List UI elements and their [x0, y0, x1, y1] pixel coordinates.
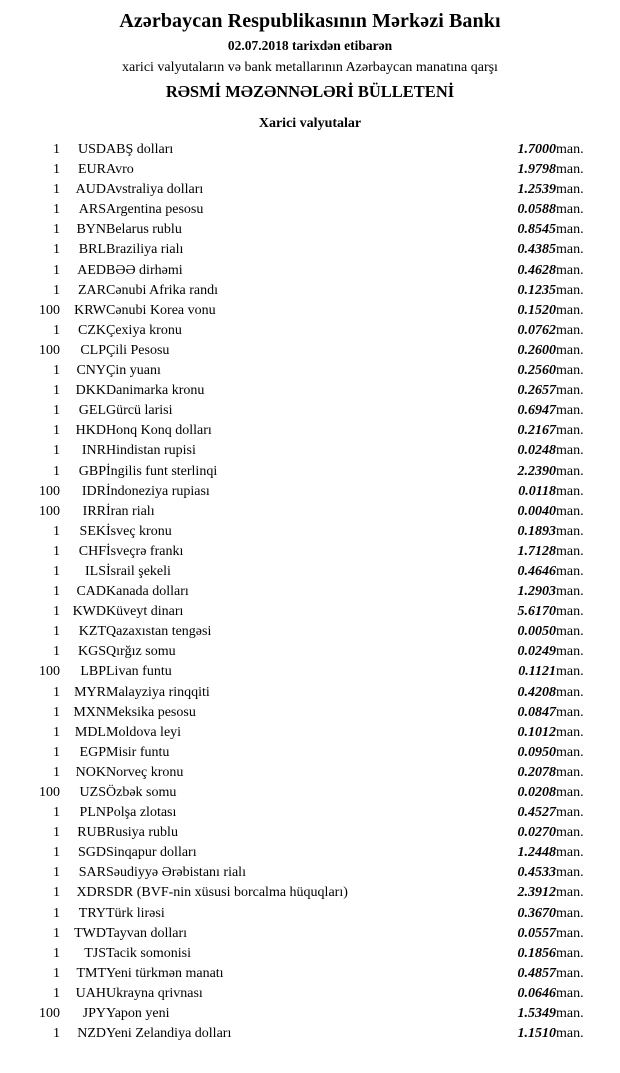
currency-name: Argentina pesosu — [106, 202, 204, 218]
currency-name: İran rialı — [106, 503, 155, 519]
currency-units: 100 — [39, 342, 60, 358]
currency-unit-label: man. — [556, 684, 584, 700]
table-row — [18, 361, 602, 381]
currency-name: Sinqapur dolları — [106, 845, 197, 861]
currency-units: 1 — [53, 704, 60, 720]
currency-name: Hindistan rupisi — [106, 443, 196, 459]
currency-name: İsveçrə frankı — [106, 543, 184, 559]
currency-code: CZK — [78, 322, 106, 338]
currency-unit-label: man. — [556, 342, 584, 358]
currency-unit-label: man. — [556, 523, 584, 539]
currency-name: Avro — [106, 162, 134, 178]
table-row — [18, 261, 602, 281]
currency-code: KWD — [72, 604, 106, 620]
currency-name: Livan funtu — [106, 664, 172, 680]
exchange-rates-body — [18, 140, 602, 1044]
currency-units: 1 — [53, 383, 60, 399]
table-row — [18, 421, 602, 441]
currency-name: Polşa zlotası — [106, 805, 177, 821]
currency-code: CLP — [80, 342, 106, 358]
currency-rate: 0.2657 — [517, 383, 556, 399]
currency-code: UAH — [75, 985, 106, 1001]
currency-name: Misir funtu — [106, 744, 170, 760]
currency-name: ABŞ dolları — [106, 142, 174, 157]
currency-code: NZD — [77, 1026, 106, 1042]
currency-units: 1 — [53, 805, 60, 821]
currency-code: AED — [77, 262, 106, 278]
currency-units: 1 — [53, 262, 60, 278]
currency-name: Kanada dolları — [106, 584, 189, 600]
document-subtitle: xarici valyutaların və bank metallarının Azərbaycan manatına qarşı — [122, 60, 498, 75]
currency-unit-label: man. — [556, 785, 584, 800]
table-row — [18, 341, 602, 361]
currency-units: 1 — [53, 182, 60, 198]
currency-units: 1 — [53, 363, 60, 379]
currency-unit-label: man. — [556, 925, 584, 941]
bulletin-title: RƏSMİ MƏZƏNNƏLƏRİ BÜLLETENİ — [165, 82, 455, 101]
currency-name: İndoneziya rupiası — [106, 483, 210, 499]
currency-unit-label: man. — [556, 363, 584, 379]
currency-name: Çexiya kronu — [106, 322, 182, 338]
currency-rate: 0.0646 — [517, 985, 556, 1001]
currency-code: KGS — [77, 644, 106, 660]
table-row — [18, 160, 602, 180]
currency-unit-label: man. — [556, 1006, 584, 1022]
currency-rate: 0.2167 — [517, 423, 556, 439]
currency-code: INR — [81, 443, 106, 459]
currency-code: TMT — [76, 965, 106, 981]
currency-code: PLN — [79, 805, 106, 821]
table-row — [18, 522, 602, 542]
currency-rate: 0.1012 — [517, 724, 556, 740]
currency-unit-label: man. — [556, 584, 584, 600]
currency-unit-label: man. — [556, 242, 584, 258]
currency-name: Ukrayna qrivnası — [106, 985, 203, 1001]
table-row — [18, 240, 602, 260]
currency-units: 1 — [53, 825, 60, 841]
currency-unit-label: man. — [556, 604, 584, 620]
currency-unit-label: man. — [556, 463, 584, 479]
currency-name: Cənubi Korea vonu — [106, 302, 216, 318]
table-row — [18, 542, 602, 562]
table-row — [18, 622, 602, 642]
currency-unit-label: man. — [556, 825, 584, 841]
currency-code: HKD — [75, 423, 106, 439]
currency-code: DKK — [75, 383, 106, 399]
currency-unit-label: man. — [556, 182, 584, 198]
currency-rate: 0.2078 — [517, 764, 556, 780]
currency-code: ILS — [85, 563, 106, 579]
currency-unit-label: man. — [556, 282, 584, 298]
currency-units: 1 — [53, 322, 60, 338]
currency-units: 1 — [53, 1026, 60, 1042]
table-row — [18, 904, 602, 924]
currency-unit-label: man. — [556, 483, 584, 499]
currency-code: XDR — [76, 885, 106, 901]
currency-rate: 0.0557 — [517, 925, 556, 941]
currency-name: Çili Pesosu — [106, 342, 170, 358]
currency-rate: 0.0208 — [517, 785, 556, 800]
currency-rate: 0.0950 — [517, 744, 556, 760]
table-row — [18, 763, 602, 783]
currency-rate: 0.0118 — [518, 483, 556, 499]
currency-code: NOK — [75, 764, 106, 780]
currency-rate: 0.0249 — [517, 644, 556, 660]
table-row — [18, 723, 602, 743]
currency-rate: 1.5349 — [517, 1006, 556, 1022]
currency-units: 1 — [53, 523, 60, 539]
currency-units: 1 — [53, 202, 60, 218]
currency-units: 100 — [39, 302, 60, 318]
currency-name: Gürcü larisi — [106, 403, 173, 419]
currency-name: Norveç kronu — [106, 764, 184, 780]
currency-units: 1 — [53, 624, 60, 640]
currency-code: BRL — [78, 242, 106, 258]
currency-unit-label: man. — [556, 845, 584, 861]
currency-code: SEK — [79, 523, 106, 539]
currency-unit-label: man. — [556, 443, 584, 459]
currency-rate: 1.2903 — [517, 584, 556, 600]
currency-code: GEL — [78, 403, 106, 419]
currency-name: Yeni türkmən manatı — [106, 965, 224, 981]
table-row — [18, 984, 602, 1004]
currency-rate: 0.0050 — [517, 624, 556, 640]
table-row — [18, 301, 602, 321]
currency-unit-label: man. — [556, 704, 584, 720]
currency-units: 1 — [53, 222, 60, 238]
table-row — [18, 502, 602, 522]
currency-units: 1 — [53, 543, 60, 559]
currency-name: Qazaxıstan tengəsi — [106, 624, 212, 640]
table-row — [18, 662, 602, 682]
currency-rate: 0.4646 — [517, 563, 556, 579]
currency-units: 1 — [53, 764, 60, 780]
currency-name: Səudiyyə Ərəbistanı rialı — [106, 865, 246, 881]
currency-units: 100 — [39, 785, 60, 800]
table-row — [18, 462, 602, 482]
table-row — [18, 220, 602, 240]
currency-unit-label: man. — [556, 262, 584, 278]
currency-rate: 1.7128 — [517, 543, 556, 559]
currency-rate: 0.1235 — [517, 282, 556, 298]
currency-unit-label: man. — [556, 322, 584, 338]
currency-units: 1 — [53, 242, 60, 258]
currency-units: 1 — [53, 925, 60, 941]
currency-rate: 0.1893 — [517, 523, 556, 539]
currency-code: CHF — [78, 543, 106, 559]
currency-rate: 0.2600 — [517, 342, 556, 358]
document-header — [18, 10, 602, 102]
currency-name: Belarus rublu — [106, 222, 182, 238]
currency-unit-label: man. — [556, 403, 584, 419]
currency-unit-label: man. — [556, 865, 584, 881]
currency-units: 1 — [53, 865, 60, 881]
currency-unit-label: man. — [556, 302, 584, 318]
currency-units: 1 — [53, 905, 60, 921]
table-row — [18, 823, 602, 843]
table-row — [18, 1004, 602, 1024]
currency-rate: 0.0762 — [517, 322, 556, 338]
table-row — [18, 863, 602, 883]
table-row — [18, 562, 602, 582]
currency-code: KZT — [78, 624, 106, 640]
currency-rate: 0.8545 — [517, 222, 556, 238]
currency-rate: 1.7000 — [517, 142, 556, 157]
currency-unit-label: man. — [556, 503, 584, 519]
currency-rate: 0.4857 — [517, 965, 556, 981]
currency-units: 1 — [53, 463, 60, 479]
currency-code: EUR — [78, 162, 106, 178]
currency-units: 1 — [53, 885, 60, 901]
currency-rate: 0.0270 — [517, 825, 556, 841]
currency-code: BYN — [76, 222, 106, 238]
currency-name: Cənubi Afrika randı — [106, 282, 218, 298]
currency-name: SDR (BVF-nin xüsusi borcalma hüquqları) — [106, 885, 348, 901]
currency-code: JPY — [82, 1006, 106, 1022]
section-title-foreign-currencies: Xarici valyutalar — [258, 116, 362, 131]
currency-name: İngilis funt sterlinqi — [106, 463, 218, 479]
currency-name: İsveç kronu — [106, 523, 172, 539]
currency-unit-label: man. — [556, 142, 584, 157]
currency-rate: 0.4533 — [517, 865, 556, 881]
table-row — [18, 743, 602, 763]
currency-name: Tayvan dolları — [106, 925, 188, 941]
currency-code: SAR — [78, 865, 106, 881]
currency-name: BƏƏ dirhəmi — [106, 262, 183, 278]
effective-date-line: 02.07.2018 tarixdən etibarən — [227, 38, 393, 53]
table-row — [18, 602, 602, 622]
table-row — [18, 321, 602, 341]
table-row — [18, 944, 602, 964]
currency-code: EGP — [79, 744, 106, 760]
currency-unit-label: man. — [556, 805, 584, 821]
table-row — [18, 642, 602, 662]
currency-rate: 0.1520 — [517, 302, 556, 318]
currency-units: 1 — [53, 845, 60, 861]
currency-units: 1 — [53, 604, 60, 620]
currency-unit-label: man. — [556, 744, 584, 760]
currency-units: 1 — [53, 985, 60, 1001]
currency-name: Qırğız somu — [106, 644, 176, 660]
currency-code: IRR — [82, 503, 106, 519]
table-row — [18, 180, 602, 200]
currency-rate: 0.0040 — [517, 503, 556, 519]
currency-rate: 0.2560 — [517, 363, 556, 379]
currency-code: TWD — [74, 925, 106, 941]
table-row — [18, 381, 602, 401]
currency-rate: 0.3670 — [517, 905, 556, 921]
currency-units: 1 — [53, 584, 60, 600]
page-title: Azərbaycan Respublikasının Mərkəzi Bankı — [119, 10, 501, 32]
table-row — [18, 843, 602, 863]
currency-name: Rusiya rublu — [106, 825, 178, 841]
table-row — [18, 281, 602, 301]
currency-code: MYR — [74, 684, 106, 700]
currency-rate: 0.1856 — [517, 945, 556, 961]
currency-unit-label: man. — [556, 162, 584, 178]
currency-units: 1 — [53, 162, 60, 178]
currency-name: Küveyt dinarı — [106, 604, 184, 620]
currency-unit-label: man. — [556, 724, 584, 740]
currency-unit-label: man. — [556, 563, 584, 579]
currency-code: SGD — [77, 845, 106, 861]
currency-code: MXN — [73, 704, 106, 720]
currency-unit-label: man. — [556, 222, 584, 238]
exchange-rates-table — [18, 140, 602, 1044]
currency-unit-label: man. — [556, 624, 584, 640]
currency-unit-label: man. — [556, 383, 584, 399]
currency-units: 1 — [53, 644, 60, 660]
currency-rate: 1.2539 — [517, 182, 556, 198]
currency-name: Honq Konq dolları — [106, 423, 212, 439]
currency-rate: 2.2390 — [517, 463, 556, 479]
currency-name: Tacik somonisi — [106, 945, 191, 961]
currency-unit-label: man. — [556, 644, 584, 660]
currency-units: 1 — [53, 563, 60, 579]
currency-code: TRY — [78, 905, 106, 921]
table-row — [18, 140, 602, 160]
currency-units: 1 — [53, 423, 60, 439]
currency-units: 100 — [39, 503, 60, 519]
table-row — [18, 582, 602, 602]
currency-code: CAD — [76, 584, 106, 600]
currency-code: KRW — [74, 302, 106, 318]
currency-rate: 0.0588 — [517, 202, 556, 218]
currency-name: Özbək somu — [106, 785, 177, 800]
currency-code: USD — [77, 142, 106, 157]
currency-units: 1 — [53, 744, 60, 760]
currency-units: 1 — [53, 142, 60, 157]
currency-rate: 2.3912 — [517, 885, 556, 901]
table-row — [18, 883, 602, 903]
currency-unit-label: man. — [556, 764, 584, 780]
currency-code: ZAR — [78, 282, 106, 298]
currency-unit-label: man. — [556, 965, 584, 981]
currency-units: 1 — [53, 965, 60, 981]
currency-rate: 0.1121 — [518, 664, 556, 680]
currency-rate: 0.4385 — [517, 242, 556, 258]
currency-rate: 0.4208 — [517, 684, 556, 700]
currency-unit-label: man. — [556, 664, 584, 680]
currency-units: 1 — [53, 945, 60, 961]
currency-rate: 0.6947 — [517, 403, 556, 419]
table-row — [18, 200, 602, 220]
currency-unit-label: man. — [556, 202, 584, 218]
currency-name: Türk lirəsi — [106, 905, 165, 921]
currency-name: Avstraliya dolları — [106, 182, 204, 198]
currency-unit-label: man. — [556, 885, 584, 901]
table-row — [18, 924, 602, 944]
table-row — [18, 401, 602, 421]
currency-units: 1 — [53, 403, 60, 419]
currency-name: İsrail şekeli — [106, 563, 171, 579]
currency-name: Çin yuanı — [106, 363, 161, 379]
currency-code: TJS — [84, 945, 106, 961]
currency-rate: 1.2448 — [517, 845, 556, 861]
currency-code: MDL — [74, 724, 106, 740]
table-row — [18, 803, 602, 823]
currency-name: Yapon yeni — [106, 1006, 170, 1022]
currency-code: AUD — [75, 182, 106, 198]
currency-rate: 0.4527 — [517, 805, 556, 821]
currency-name: Moldova leyi — [106, 724, 182, 740]
currency-units: 100 — [39, 483, 60, 499]
currency-units: 1 — [53, 724, 60, 740]
currency-units: 100 — [39, 664, 60, 680]
currency-unit-label: man. — [556, 905, 584, 921]
table-row — [18, 783, 602, 803]
currency-code: UZS — [79, 785, 106, 800]
table-row — [18, 482, 602, 502]
currency-code: RUB — [77, 825, 106, 841]
currency-units: 1 — [53, 684, 60, 700]
currency-rate: 5.6170 — [517, 604, 556, 620]
currency-rate: 0.0847 — [517, 704, 556, 720]
currency-rate: 1.9798 — [517, 162, 556, 178]
table-row — [18, 1024, 602, 1044]
currency-name: Yeni Zelandiya dolları — [106, 1026, 232, 1042]
currency-code: IDR — [81, 483, 106, 499]
table-row — [18, 441, 602, 461]
currency-rate: 0.4628 — [517, 262, 556, 278]
table-row — [18, 683, 602, 703]
currency-units: 100 — [39, 1006, 60, 1022]
currency-code: GBP — [78, 463, 106, 479]
currency-unit-label: man. — [556, 985, 584, 1001]
currency-name: Danimarka kronu — [106, 383, 205, 399]
currency-code: CNY — [76, 363, 106, 379]
currency-code: ARS — [78, 202, 106, 218]
currency-name: Malayziya rinqqiti — [106, 684, 210, 700]
currency-rate: 1.1510 — [517, 1026, 556, 1042]
currency-code: LBP — [80, 664, 106, 680]
currency-units: 1 — [53, 443, 60, 459]
currency-units: 1 — [53, 282, 60, 298]
table-row — [18, 703, 602, 723]
currency-rate: 0.0248 — [517, 443, 556, 459]
currency-unit-label: man. — [556, 945, 584, 961]
table-row — [18, 964, 602, 984]
currency-name: Meksika pesosu — [106, 704, 196, 720]
currency-name: Braziliya rialı — [106, 242, 184, 258]
currency-unit-label: man. — [556, 543, 584, 559]
currency-unit-label: man. — [556, 1026, 584, 1042]
currency-unit-label: man. — [556, 423, 584, 439]
